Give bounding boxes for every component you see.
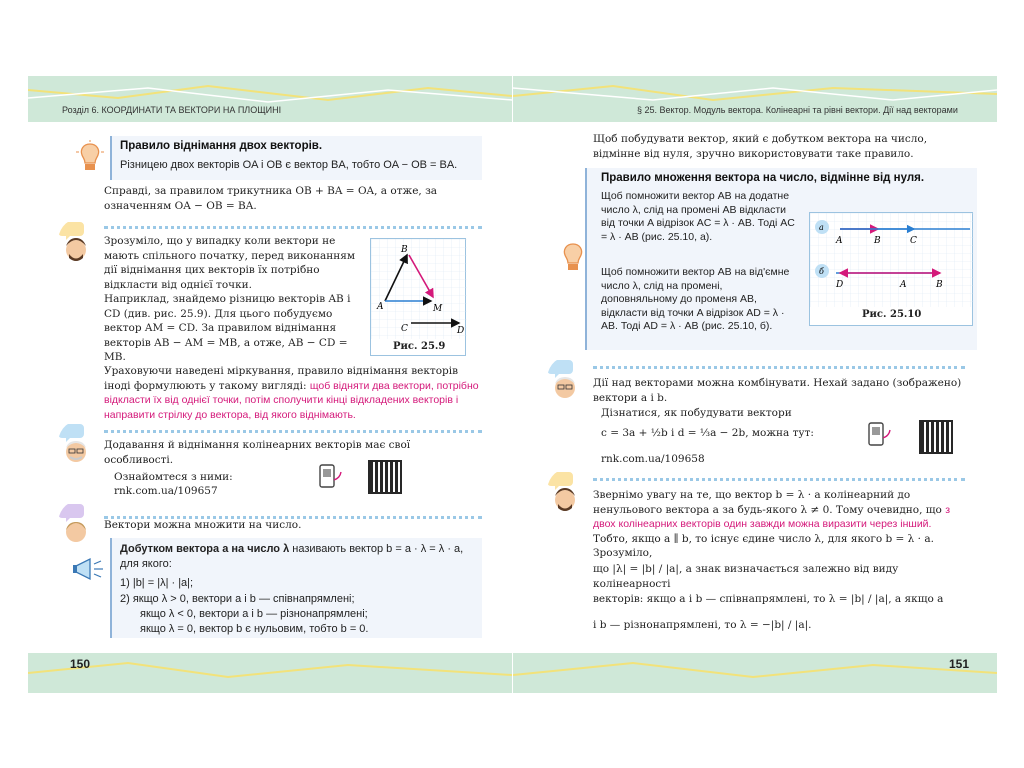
professor-avatar-icon (58, 422, 92, 466)
attention-pink-rule: з двох колінеарних векторів один завжди можна виразити через інший. (593, 503, 951, 530)
divider (104, 226, 482, 229)
divider (593, 478, 965, 481)
resource-link-109658[interactable]: rnk.com.ua/109658 (601, 453, 705, 465)
rule-multiplication-box (585, 168, 977, 350)
teacher-avatar-icon (547, 470, 581, 514)
paragraph-truly: Справді, за правилом трикутника OB + BA = OA, а отже, за означенням OA − OB = BA. (104, 185, 438, 212)
paragraph-familiar: Ознайомтеся з ними: (114, 471, 233, 483)
top-band (28, 76, 512, 122)
figure-25-10 (809, 212, 973, 326)
paragraph-summary (104, 364, 482, 422)
figure-25-9 (370, 238, 466, 356)
figure-25-9-caption: Рис. 25.9 (393, 341, 446, 352)
paragraph-combine: Дії над векторами можна комбінувати. Нехай задано (зображено) вектори a і b. (593, 377, 962, 404)
bottom-band (513, 653, 997, 693)
label-b: B (401, 245, 408, 255)
rule-multiplication-title: Правило множення вектора на число, відмінне від нуля. (601, 172, 925, 184)
left-page (28, 76, 512, 693)
paragraph-clear: Зрозуміло, що у випадку коли вектори не мають спільного початку, перед виконанням дії віднімання цих векторів їх потрібно відкласти від однієї точки. (104, 235, 356, 291)
label-d: D (457, 326, 465, 336)
qr-code-109657[interactable] (368, 460, 402, 494)
page-number-right: 151 (949, 657, 970, 671)
student-avatar-icon (58, 502, 92, 546)
top-band (513, 76, 997, 122)
paragraph-multiply: Вектори можна множити на число. (104, 519, 302, 531)
paragraph-modulus: що |λ| = |b| / |a|, а знак визначається залежно від виду колінеарності (593, 563, 899, 590)
definition-item-2b: якщо λ < 0, вектори a і b — різнонапрямлені; (140, 608, 368, 620)
definition-item-2a: 2) якщо λ > 0, вектори a і b — співнапрямлені; (120, 593, 355, 605)
attention-text: Звернімо увагу на те, що вектор b = λ · a колінеарний до ненульового вектора a за будь-якого λ ≠ 0. Тому очевидно, що (593, 489, 942, 516)
definition-text (120, 542, 480, 572)
page-number-left: 150 (70, 657, 91, 671)
label-c-top: C (910, 236, 917, 246)
label-a-bottom: A (900, 280, 907, 290)
paragraph-example: Наприклад, знайдемо різницю векторів AB і CD (див. рис. 25.9). Для цього побудуємо вектор AM = CD. За правилом віднімання векторів AB − AM = MB, а отже, AB − CD = MB. (104, 293, 351, 363)
paragraph-attention (593, 488, 965, 561)
rule-subtraction-title: Правило віднімання двох векторів. (120, 140, 323, 152)
definition-body: називають вектор b = a · λ = λ · a, для якого: (120, 543, 464, 570)
rule-multiplication-positive: Щоб помножити вектор AB на додатне число λ, слід на промені AB відкласти від точки A відрізок AC = λ · AB. Тоді AC = λ · AB (рис. 25.10, а). (601, 190, 795, 243)
label-a-top: A (836, 236, 843, 246)
label-d-bottom: D (836, 280, 844, 290)
running-head: § 25. Вектор. Модуль вектора. Колінеарні та рівні вектори. Дії над векторами (637, 105, 958, 115)
paragraph-vectors-2: і b — різнонапрямлені, то λ = −|b| / |a|. (593, 619, 812, 631)
tag-b: б (819, 267, 824, 276)
attention-text-end: Тобто, якщо a ∥ b, то існує єдине число λ, для якого b = λ · a. Зрозуміло, (593, 532, 934, 559)
phone-scan-icon (863, 420, 891, 448)
definition-title: Добутком вектора a на число λ (120, 543, 290, 555)
label-b-top: B (874, 236, 881, 246)
resource-link-109657[interactable]: rnk.com.ua/109657 (114, 485, 218, 497)
summary-pink-rule: щоб відняти два вектори, потрібно відкласти їх від однієї точки, потім сполучити кінці відкладених векторів і направити стрілку до вектора, від якого віднімають. (104, 379, 479, 421)
megaphone-icon (72, 554, 106, 584)
bottom-band (28, 653, 512, 693)
label-a: A (377, 302, 384, 312)
summary-text: Ураховуючи наведені міркування, правило віднімання векторів іноді формулюють у такому вигляді: (104, 365, 459, 392)
label-b-bottom: B (936, 280, 943, 290)
professor-avatar-icon (547, 358, 581, 402)
rule-subtraction-box (110, 136, 482, 180)
definition-item-2c: якщо λ = 0, вектор b є нульовим, тобто b = 0. (140, 623, 369, 635)
paragraph-vectors: векторів: якщо a і b — співнапрямлені, то λ = |b| / |a|, а якщо a (593, 593, 944, 605)
textbook-spread (28, 76, 997, 693)
divider (104, 430, 482, 433)
label-m: M (433, 304, 443, 314)
paragraph-formula: c = 3a + ½b і d = ⅓a − 2b, можна тут: (601, 427, 814, 439)
tag-a: а (819, 223, 824, 232)
qr-code-109658[interactable] (919, 420, 953, 454)
rule-multiplication-negative: Щоб помножити вектор AB на від'ємне число λ, слід на промені, доповняльному до променя AB, відкласти від точки A відрізок AD = λ · AB. Тоді AD = λ · AB (рис. 25.10, б). (601, 266, 790, 332)
label-c: C (401, 324, 408, 334)
definition-item-1: 1) |b| = |λ| · |a|; (120, 577, 194, 589)
running-head: Розділ 6. КООРДИНАТИ ТА ВЕКТОРИ НА ПЛОЩИНІ (62, 105, 282, 115)
paragraph-collinear: Додавання й віднімання колінеарних векторів має свої особливості. (104, 439, 411, 466)
definition-multiplication-box (110, 538, 482, 638)
rule-subtraction-text: Різницею двох векторів OA і OB є вектор BA, тобто OA − OB = BA. (120, 159, 458, 171)
lightbulb-icon (74, 140, 106, 174)
phone-scan-icon (314, 462, 342, 490)
right-page (513, 76, 997, 693)
figure-25-10-caption: Рис. 25.10 (862, 309, 922, 320)
paragraph-learn: Дізнатися, як побудувати вектори (601, 407, 792, 419)
divider (593, 366, 965, 369)
paragraph-intro: Щоб побудувати вектор, який є добутком вектора на число, відмінне від нуля, зручно використовувати таке правило. (593, 133, 928, 160)
teacher-avatar-icon (58, 220, 92, 264)
